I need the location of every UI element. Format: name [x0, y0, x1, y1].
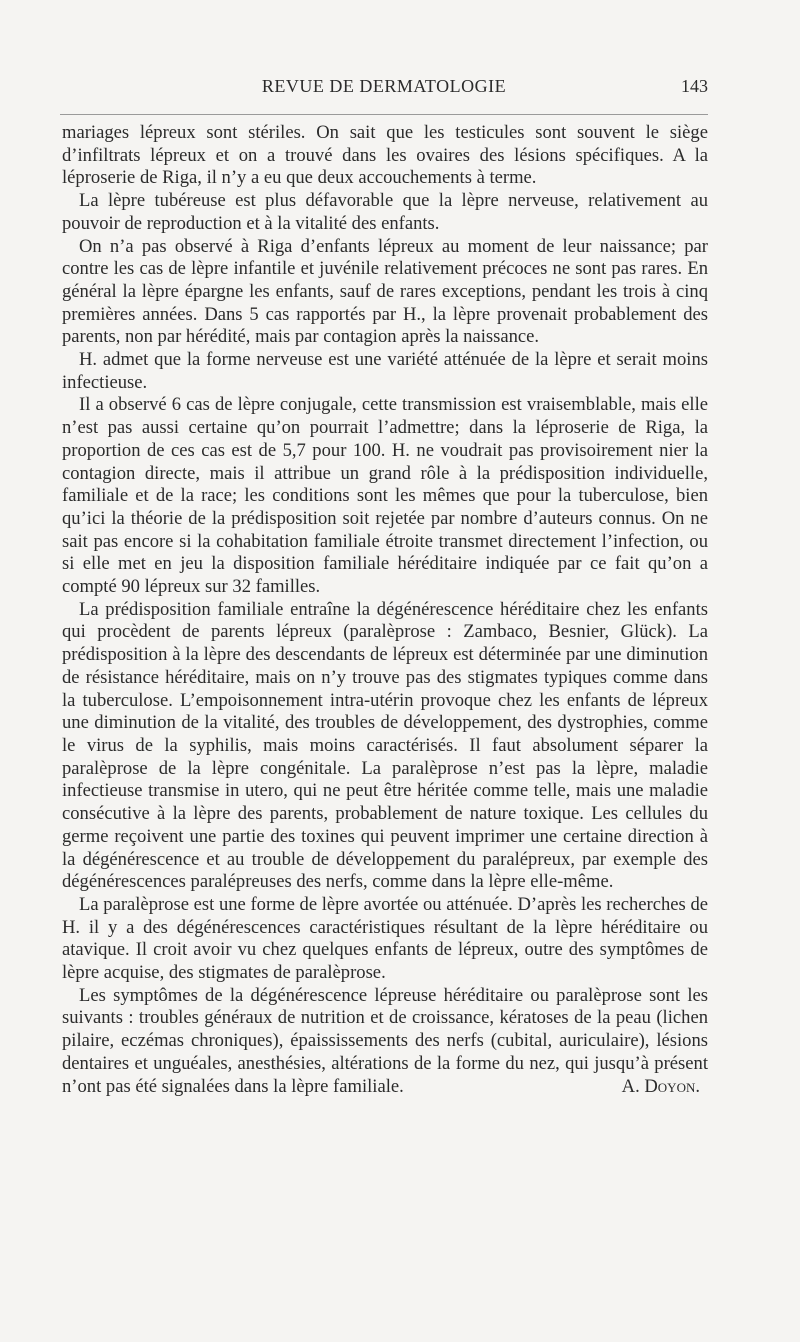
running-header	[60, 74, 708, 104]
author-signature: A. Doyon.	[621, 1075, 700, 1097]
paragraph: mariages lépreux sont stériles. On sait que les testicules sont souvent le siège d’infiltrats lépreux et on a trouvé dans les ovaires des lésions spécifiques. A la léproserie de Riga, il n’y a eu que deux accouchements à terme.	[62, 122, 708, 189]
last-paragraph	[62, 985, 708, 1099]
paragraph: H. admet que la forme nerveuse est une variété atténuée de la lèpre et serait moins infectieuse.	[62, 349, 708, 393]
running-title: REVUE DE DERMATOLOGIE	[261, 76, 507, 96]
paragraph: La prédisposition familiale entraîne la dégénérescence héréditaire chez les enfants qui procèdent de parents lépreux (paralèprose : Zambaco, Besnier, Glück). La prédisposition à la lèpre des descendants de lépreux est déterminée par une diminution de résistance héréditaire, mais on n’y trouve pas des stigmates typiques comme dans la tuberculose. L’empoisonnement intra-utérin provoque chez les enfants de lépreux une diminution de la vitalité, des troubles de développement, des dystrophies, comme le virus de la syphilis, mais moins caractérisés. Il faut absolument séparer la paralèprose de la lèpre congénitale. La paralèprose n’est pas la lèpre, maladie infectieuse transmise in utero, qui ne peut être héritée comme telle, mais une maladie consécutive à la lèpre des parents, probablement de nature toxique. Les cellules du germe reçoivent une partie des toxines qui peuvent imprimer une certaine direction à la dégénérescence et au trouble de développement du paralépreux, par exemple des dégénérescences paralépreuses des nerfs, comme dans la lèpre elle-même.	[62, 598, 708, 893]
paragraph: On n’a pas observé à Riga d’enfants lépreux au moment de leur naissance; par contre les cas de lèpre infantile et juvénile relativement précoces ne sont pas rares. En général la lèpre épargne les enfants, sauf de rares exceptions, pendant les trois à cinq premières années. Dans 5 cas rapportés par H., la lèpre provenait probablement des parents, non par hérédité, mais par contagion après la naissance.	[62, 235, 708, 348]
paragraph: Il a observé 6 cas de lèpre conjugale, cette transmission est vraisemblable, mais elle n’est pas aussi certaine qu’on pourrait l’admettre; dans la léproserie de Riga, la proportion de ces cas est de 5,7 pour 100. H. ne voudrait pas provisoirement nier la contagion directe, mais il attribue un grand rôle à la prédisposition individuelle, familiale et de la race; les conditions sont les mêmes que pour la tuberculose, bien qu’ici la théorie de la prédisposition soit rejetée par nombre d’auteurs connus. On ne sait pas encore si la cohabitation familiale étroite transmet directement l’infection, ou si elle met en jeu la disposition familiale héréditaire indiquée par ce fait qu’on a compté 90 lépreux sur 32 familles.	[62, 394, 708, 598]
paragraph: La lèpre tubéreuse est plus défavorable que la lèpre nerveuse, relativement au pouvoir de reproduction et à la vitalité des enfants.	[62, 190, 708, 234]
page-number: 143	[681, 76, 708, 96]
header-rule	[60, 114, 708, 115]
paragraph: La paralèprose est une forme de lèpre avortée ou atténuée. D’après les recherches de H. il y a des dégénérescences caractéristiques résultant de la lèpre héréditaire ou atavique. Il croit avoir vu chez quelques enfants de lépreux, outre des symptômes de lèpre acquise, des stigmates de paralèprose.	[62, 893, 708, 984]
paragraph-text: Les symptômes de la dégénérescence lépreuse héréditaire ou paralèprose sont les suivants : troubles généraux de nutrition et de croissance, kératoses de la peau (lichen pilaire, eczémas chroniques), épaississements des nerfs (cubital, auriculaire), lésions dentaires et unguéales, anesthésies, altérations de la forme du nez, qui jusqu’à présent n’ont pas été signalées dans la lèpre familiale.	[62, 984, 708, 1097]
article-body	[62, 122, 708, 1098]
